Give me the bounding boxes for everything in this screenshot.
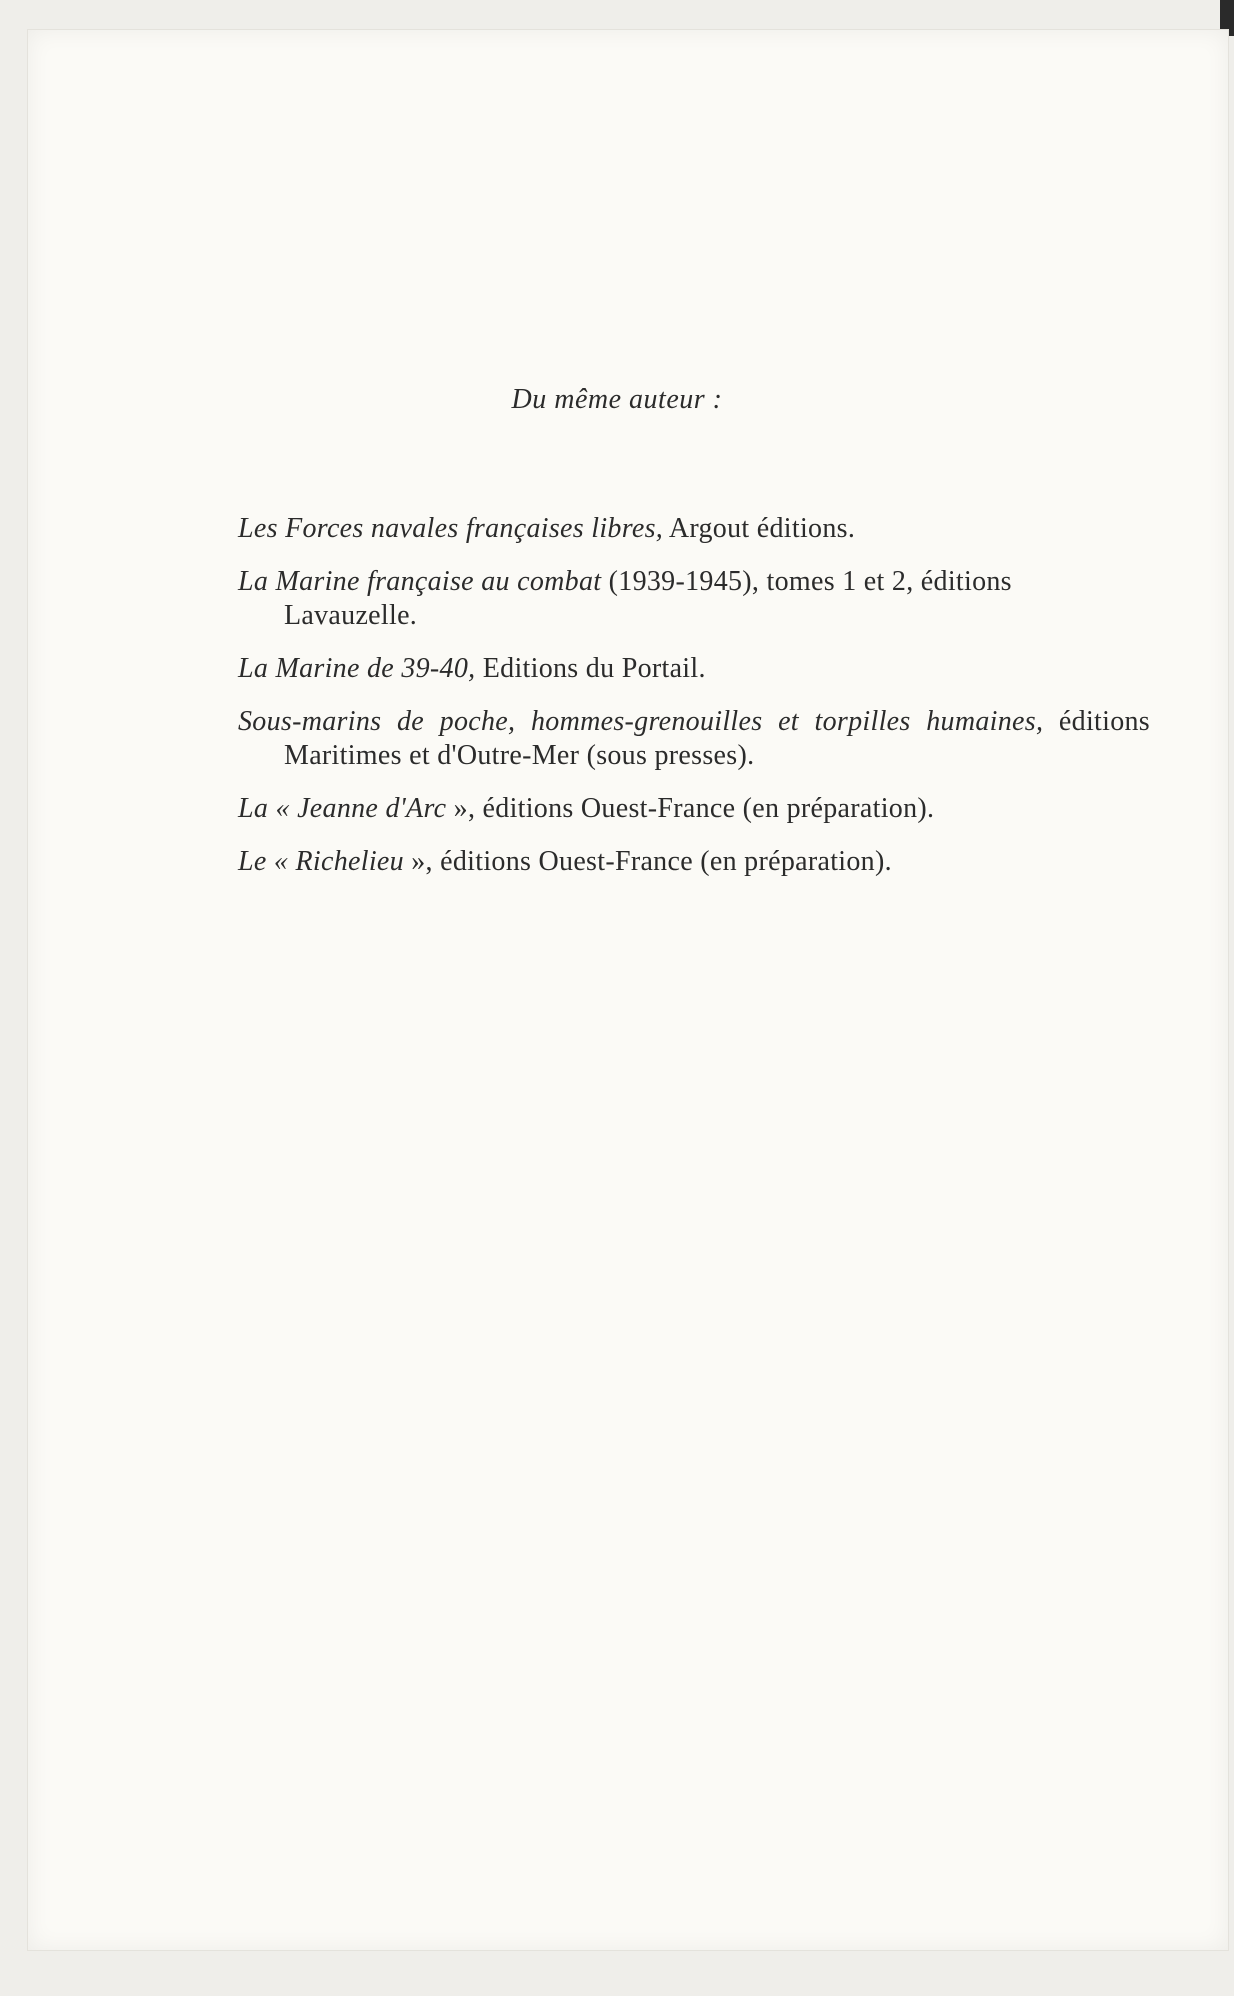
- work-title: La Marine de 39-40,: [238, 653, 476, 684]
- work-publisher: Editions du Portail.: [475, 653, 706, 684]
- bibliography-list: [238, 512, 1150, 898]
- bibliography-item: [238, 652, 1150, 686]
- book-page: [28, 30, 1228, 1950]
- work-publisher: éditions Maritimes et d'Outre-Mer (sous presses).: [284, 706, 1150, 771]
- work-prefix: La «: [238, 793, 298, 824]
- bibliography-item: [238, 792, 1150, 826]
- page-heading: Du même auteur :: [511, 384, 723, 415]
- bibliography-item: [238, 845, 1150, 879]
- bibliography-item: [238, 512, 1150, 546]
- work-title: Jeanne d'Arc: [297, 793, 447, 824]
- work-publisher: », éditions Ouest-France (en préparation).: [446, 793, 935, 824]
- work-publisher: », éditions Ouest-France (en préparation).: [403, 846, 892, 877]
- work-title: La Marine française au combat: [238, 566, 602, 597]
- bibliography-item: [238, 705, 1150, 773]
- work-publisher: Argout éditions.: [663, 513, 856, 544]
- work-title: Richelieu: [295, 846, 404, 877]
- bibliography-item: [238, 565, 1150, 633]
- work-title: Sous-marins de poche, hommes-grenouilles et torpilles humaines,: [238, 706, 1044, 737]
- work-title: Les Forces navales françaises libres,: [238, 513, 664, 544]
- work-prefix: Le «: [238, 846, 296, 877]
- work-publisher: (1939-1945), tomes 1 et 2, éditions Lavauzelle.: [284, 566, 1012, 631]
